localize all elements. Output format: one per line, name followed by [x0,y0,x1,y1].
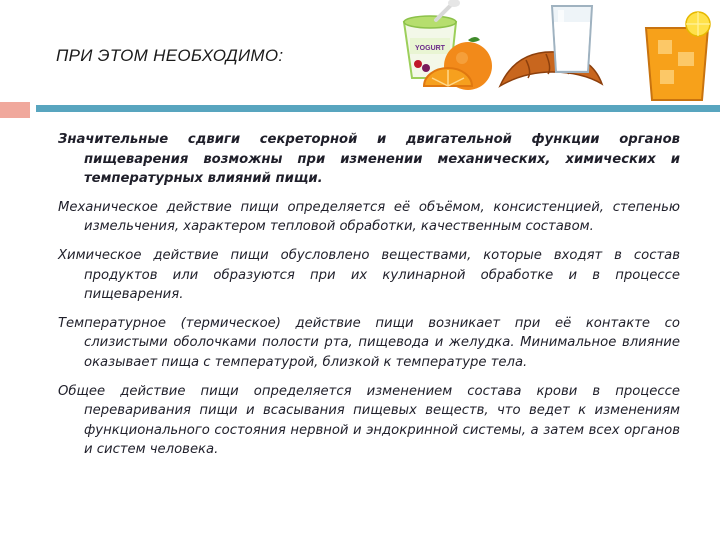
juice-glass-icon [646,12,710,100]
accent-divider [36,105,720,112]
paragraph-chemical: Химическое действие пищи обусловлено веществами, которые входят в состав продуктов или образуются при их кулинарной обработке и в процессе пищеварения. [58,247,680,303]
milk-glass-icon [552,6,592,72]
accent-block [0,102,30,118]
paragraph-mechanical: Механическое действие пищи определяется её объёмом, консистенцией, степенью измельчения, характером тепловой обработки, качественным составом. [58,199,680,235]
yogurt-label: YOGURT [415,45,445,52]
slide-title: ПРИ ЭТОМ НЕОБХОДИМО: [56,46,284,65]
food-illustration [396,0,720,104]
paragraph-general: Общее действие пищи определяется изменением состава крови в процессе переваривания пищи и всасывания пищевых веществ, что ведет к изменениям функционального состояния нервной и эндокринной системы, а затем всех органов и систем человека. [58,383,680,458]
paragraph-intro: Значительные сдвиги секреторной и двигательной функции органов пищеварения возможны при изменении механических, химических и температурных влияний пищи. [58,132,680,187]
body-text [58,130,680,469]
paragraph-thermal: Температурное (термическое) действие пищи возникает при её контакте со слизистыми оболочками полости рта, пищевода и желудка. Минимальное влияние оказывает пища с температурой, близкой к температуре тела. [58,315,680,370]
